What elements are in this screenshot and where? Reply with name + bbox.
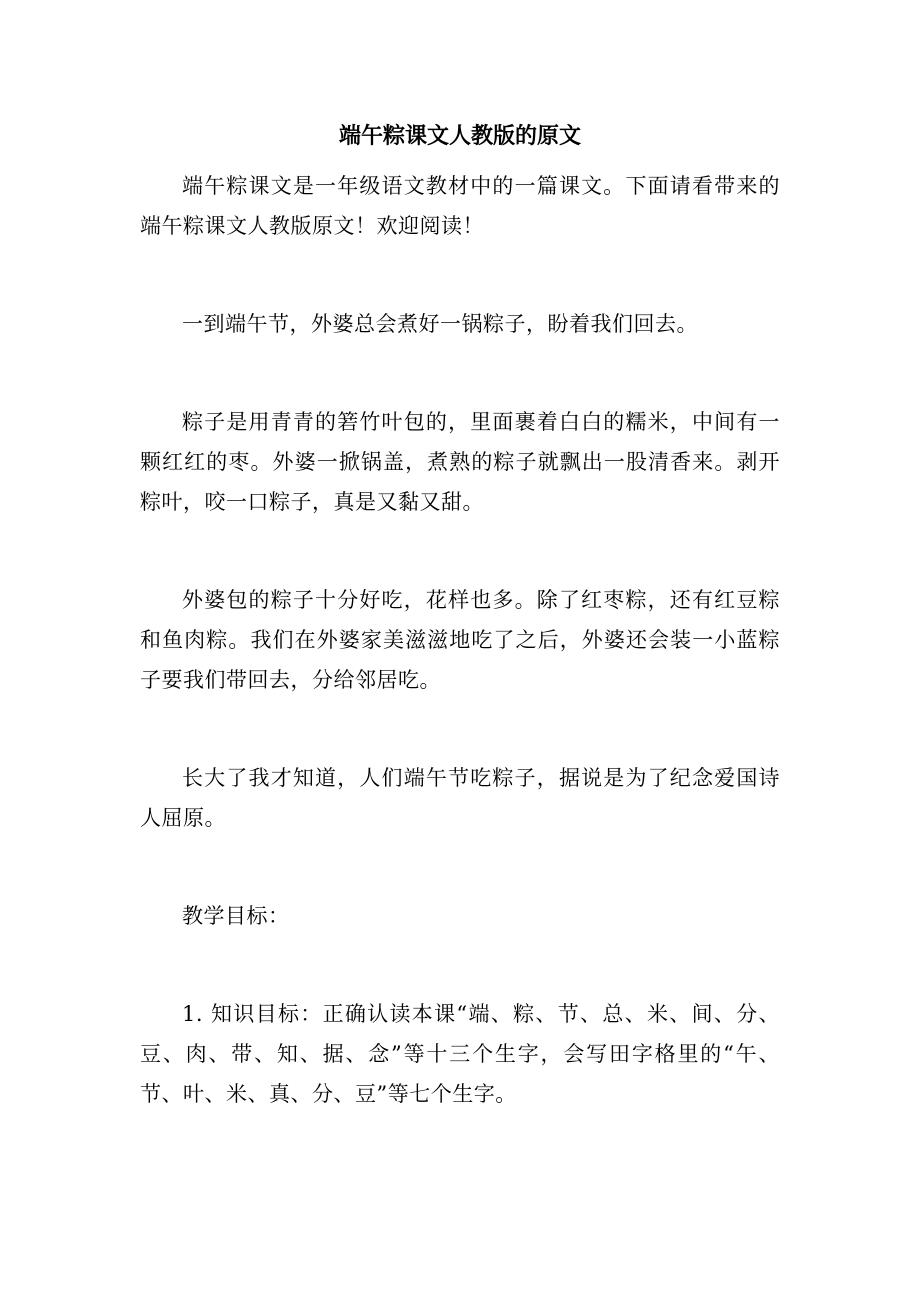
document-title: 端午粽课文人教版的原文 (338, 123, 581, 149)
paragraph-spacer (140, 936, 780, 994)
paragraph-spacer (140, 838, 780, 896)
intro-paragraph: 端午粽课文是一年级语文教材中的一篇课文。下面请看带来的端午粽课文人教版原文！欢迎阅读！ (140, 174, 780, 238)
paragraph-spacer (140, 246, 780, 304)
text-paragraph: 一到端午节，外婆总会煮好一锅粽子，盼着我们回去。 (182, 312, 698, 336)
document-body (140, 166, 780, 1114)
section-heading: 教学目标： (182, 904, 290, 928)
text-paragraph: 粽子是用青青的箬竹叶包的，里面裹着白白的糯米，中间有一颗红红的枣。外婆一掀锅盖，煮熟的粽子就飘出一股清香来。剥开粽叶，咬一口粽子，真是又黏又甜。 (140, 410, 780, 514)
paragraph-spacer (140, 700, 780, 758)
paragraph-spacer (140, 522, 780, 580)
text-paragraph: 长大了我才知道，人们端午节吃粽子，据说是为了纪念爱国诗人屈原。 (140, 766, 780, 830)
text-paragraph: 外婆包的粽子十分好吃，花样也多。除了红枣粽，还有红豆粽和鱼肉粽。我们在外婆家美滋滋地吃了之后，外婆还会装一小蓝粽子要我们带回去，分给邻居吃。 (140, 588, 780, 692)
objective-paragraph: 1. 知识目标：正确认读本课“端、粽、节、总、米、间、分、豆、肉、带、知、据、念”等十三个生字，会写田字格里的“午、节、叶、米、真、分、豆”等七个生字。 (140, 1002, 780, 1106)
paragraph-spacer (140, 344, 780, 402)
